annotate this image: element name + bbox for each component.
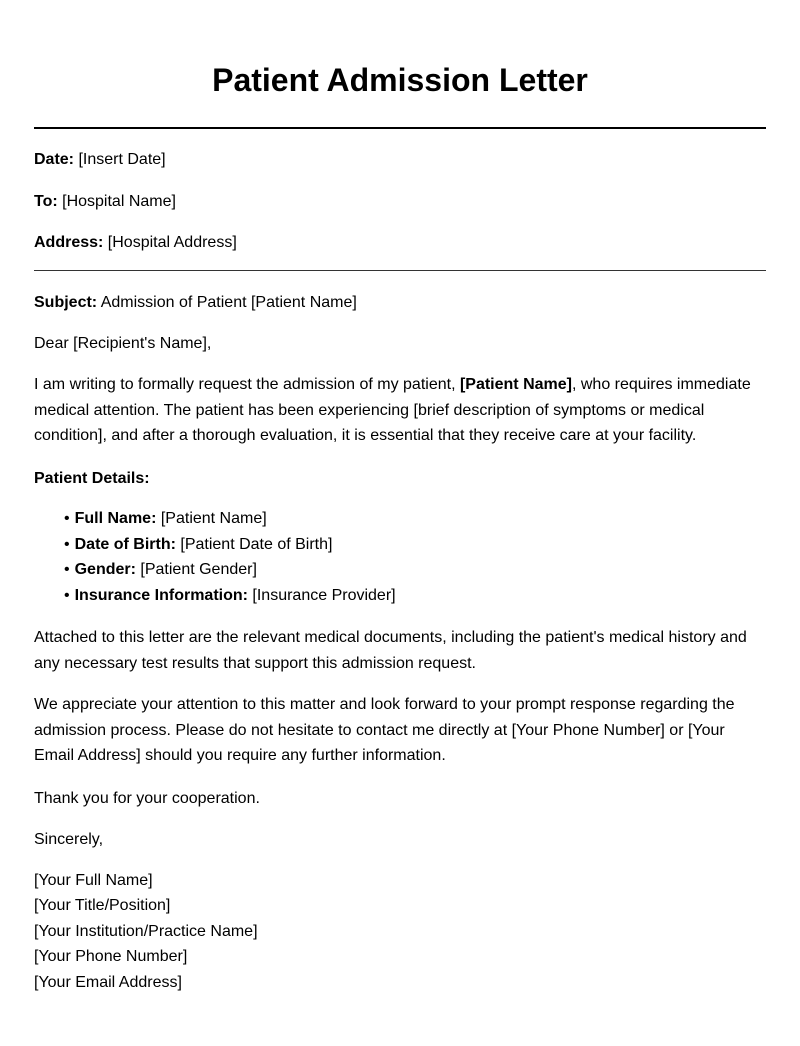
date-line (34, 150, 166, 170)
thanks-line: Thank you for your cooperation. (34, 790, 260, 807)
detail-label: Date of Birth: (74, 535, 176, 553)
detail-label: Full Name: (74, 510, 157, 527)
subject-label: Subject: (34, 294, 98, 311)
intro-text-after: , who requires immediate medical attention. The patient has been experiencing [brief description of symptoms or medical condition], and after a thorough evaluation, it is essential that they receive care at your facility. (34, 376, 751, 444)
date-label: Date: (34, 151, 75, 168)
to-label: To: (34, 193, 58, 210)
top-divider (34, 127, 766, 129)
to-value: [Hospital Name] (57, 193, 176, 210)
subject-line (34, 293, 357, 313)
subject-value: Admission of Patient [Patient Name] (97, 294, 357, 311)
address-line (34, 233, 237, 253)
patient-details-heading: Patient Details: (34, 470, 150, 487)
list-item (64, 557, 396, 583)
address-label: Address: (34, 234, 104, 251)
list-item (64, 583, 396, 609)
signature-email: [Your Email Address] (34, 973, 182, 991)
intro-paragraph (34, 372, 766, 449)
list-item (64, 506, 396, 532)
signature-institution: [Your Institution/Practice Name] (34, 922, 258, 940)
signature-title: [Your Title/Position] (34, 897, 171, 915)
signature-phone: [Your Phone Number] (34, 948, 188, 966)
closing-line: Sincerely, (34, 831, 104, 848)
header-divider (34, 270, 766, 271)
detail-label: Insurance Information: (74, 586, 248, 604)
address-value: [Hospital Address] (103, 234, 237, 251)
intro-patient-name: [Patient Name] (459, 376, 572, 393)
signature-name: [Your Full Name] (34, 872, 153, 889)
detail-value: [Patient Name] (156, 510, 267, 527)
detail-label: Gender: (74, 561, 136, 579)
contact-paragraph: We appreciate your attention to this matter and look forward to your prompt response regarding the admission process. Please do not hesitate to contact me directly at [Your Phone Number] or [Your Email Address] should you require any further information. (34, 696, 735, 764)
signature-block (34, 868, 258, 995)
date-value: [Insert Date] (74, 151, 166, 168)
patient-details-list (34, 506, 396, 608)
detail-value: [Patient Date of Birth] (175, 535, 333, 553)
intro-text-before: I am writing to formally request the admission of my patient, (34, 376, 460, 393)
list-item (64, 532, 396, 558)
page-title: Patient Admission Letter (212, 62, 588, 98)
detail-value: [Patient Gender] (135, 561, 257, 579)
detail-value: [Insurance Provider] (247, 586, 396, 604)
to-line (34, 192, 176, 212)
salutation: Dear [Recipient's Name], (34, 335, 212, 352)
attachments-paragraph: Attached to this letter are the relevant medical documents, including the patient's medical history and any necessary test results that support this admission request. (34, 629, 747, 672)
